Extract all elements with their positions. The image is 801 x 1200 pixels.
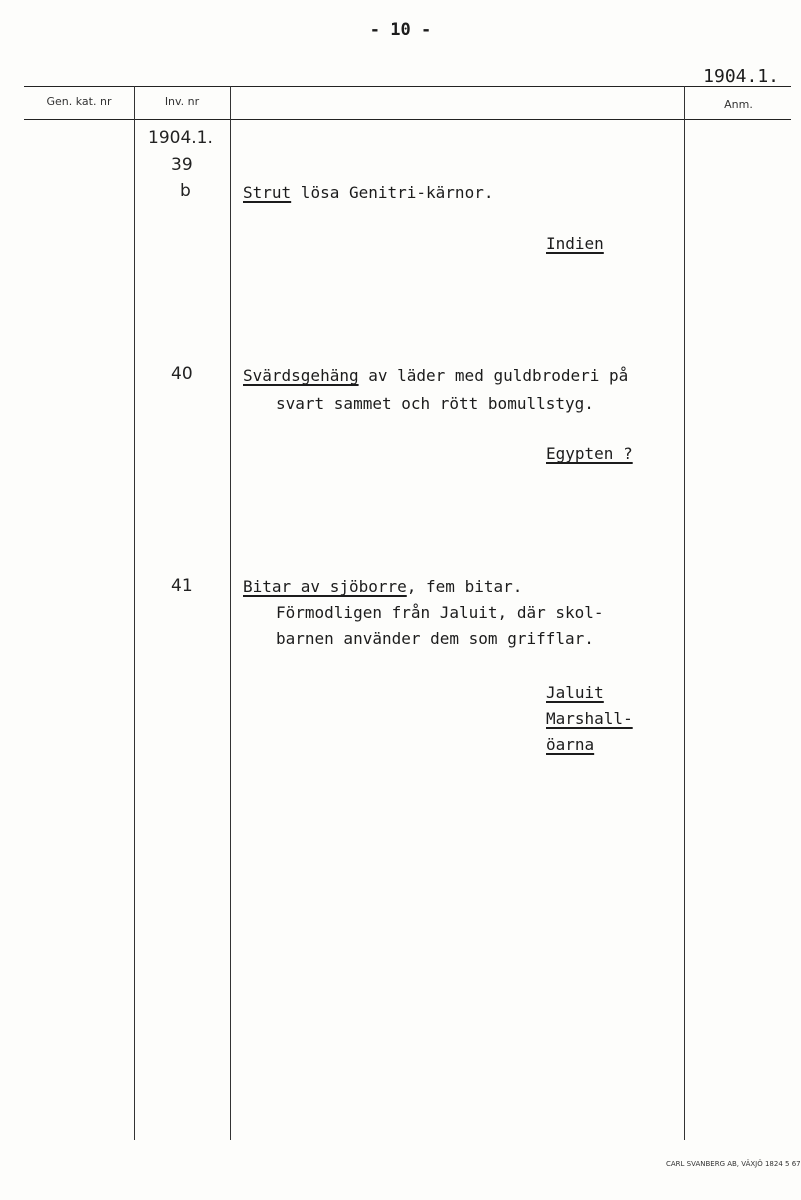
entry-text-continuation: barnen använder dem som grifflar. bbox=[276, 629, 594, 648]
entry-title: Bitar av sjöborre bbox=[243, 577, 407, 596]
column-header-gen-kat: Gen. kat. nr bbox=[46, 95, 112, 108]
entry-place: Egypten ? bbox=[546, 444, 633, 463]
entry-description bbox=[243, 183, 493, 202]
column-divider-2 bbox=[230, 86, 231, 1140]
inv-suffix: b bbox=[180, 181, 191, 201]
column-header-inv: Inv. nr bbox=[164, 95, 200, 108]
entry-place: Indien bbox=[546, 234, 604, 253]
entry-description bbox=[243, 366, 628, 385]
entry-place: Marshall- bbox=[546, 709, 633, 728]
entry-description bbox=[243, 577, 522, 596]
column-divider-1 bbox=[134, 86, 135, 1140]
entry-title: Svärdsgehäng bbox=[243, 366, 359, 385]
entry-text-continuation: svart sammet och rött bomullstyg. bbox=[276, 394, 594, 413]
entry-text: , fem bitar. bbox=[406, 577, 523, 596]
entry-place: Jaluit bbox=[546, 683, 604, 702]
column-header-anm: Anm. bbox=[724, 98, 753, 111]
printer-imprint: CARL SVANBERG AB, VÄXJÖ 1824 5 67 bbox=[666, 1160, 801, 1168]
entry-place: öarna bbox=[546, 735, 595, 754]
header-bottom-rule bbox=[24, 119, 791, 120]
inv-number: 41 bbox=[171, 576, 193, 596]
inv-year: 1904.1. bbox=[148, 128, 213, 148]
top-rule bbox=[24, 86, 791, 87]
inv-number: 40 bbox=[171, 364, 193, 384]
entry-text-continuation: Förmodligen från Jaluit, där skol- bbox=[276, 603, 604, 622]
header-year: 1904.1. bbox=[703, 66, 779, 87]
page-number: - 10 - bbox=[369, 20, 432, 40]
column-divider-3 bbox=[684, 86, 685, 1140]
entry-title: Strut bbox=[243, 183, 292, 202]
inv-number: 39 bbox=[171, 155, 193, 175]
entry-text: lösa Genitri-kärnor. bbox=[291, 183, 494, 202]
entry-text: av läder med guldbroderi på bbox=[358, 366, 629, 385]
